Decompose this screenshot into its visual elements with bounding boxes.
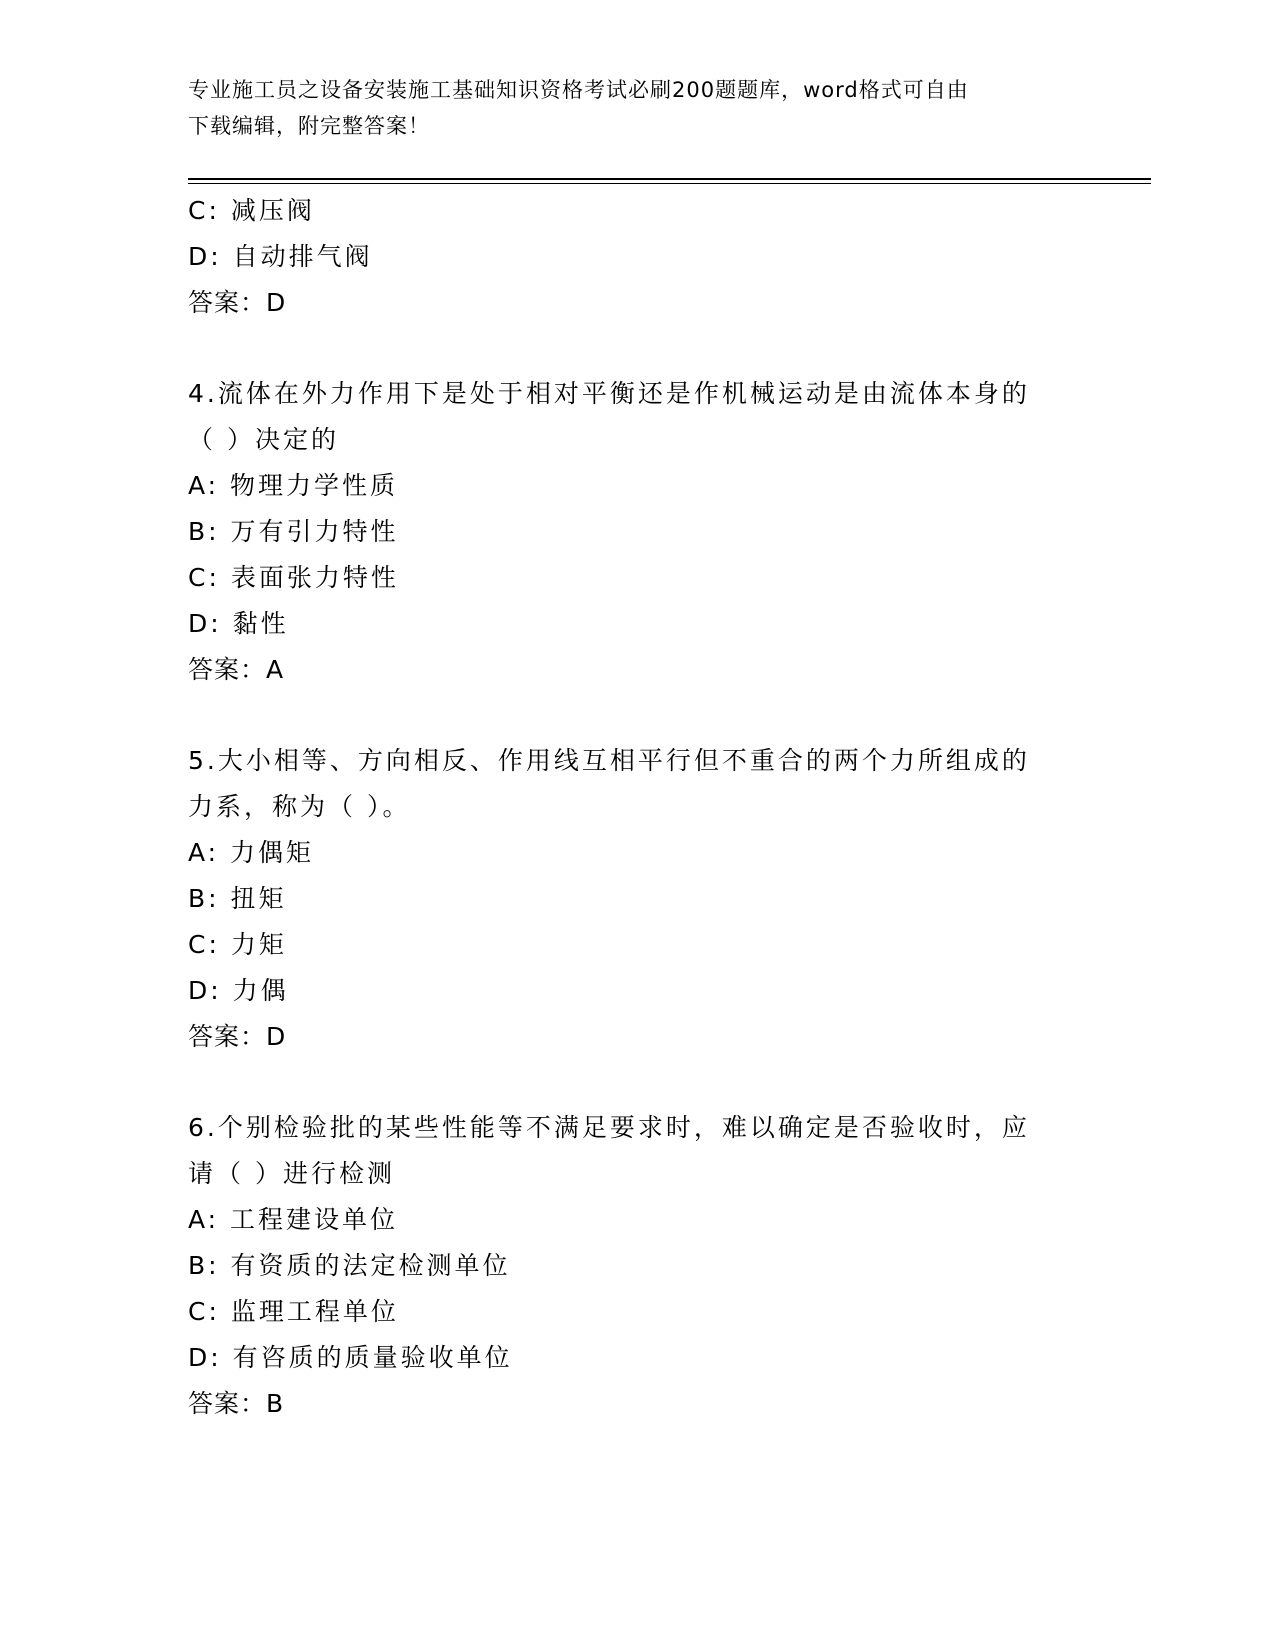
option-c: C: 表面张力特性: [188, 563, 399, 592]
header-title-line-1: 专业施工员之设备安装施工基础知识资格考试必刷200题题库，word格式可自由: [188, 78, 969, 102]
answer-line: 答案：D: [188, 1022, 287, 1051]
option-c: C: 力矩: [188, 930, 287, 959]
option-b: B: 有资质的法定检测单位: [188, 1251, 511, 1280]
option-c: C: 监理工程单位: [188, 1297, 399, 1326]
question-stem-line-1: 4.流体在外力作用下是处于相对平衡还是作机械运动是由流体本身的: [188, 379, 1030, 408]
option-d: D: 黏性: [188, 609, 289, 638]
option-a: A: 物理力学性质: [188, 471, 399, 500]
question-stem-line-1: 6.个别检验批的某些性能等不满足要求时，难以确定是否验收时，应: [188, 1113, 1030, 1142]
answer-line: 答案：A: [188, 655, 285, 684]
option-c: C: 减压阀: [188, 196, 315, 225]
question-stem-line-2: 请（ ）进行检测: [188, 1159, 395, 1188]
header-rule-thick: [188, 178, 1151, 180]
question-5: [188, 738, 1088, 1060]
option-a: A: 力偶矩: [188, 838, 315, 867]
option-d: D: 有咨质的质量验收单位: [188, 1343, 513, 1372]
spacer: [188, 1060, 1088, 1105]
option-d: D: 力偶: [188, 976, 289, 1005]
question-4: [188, 371, 1088, 693]
question-stem-line-2: 力系，称为（ ）。: [188, 792, 411, 821]
header-rule-thin: [188, 183, 1151, 184]
question-fragment: [188, 188, 1088, 326]
spacer: [188, 326, 1088, 371]
page-header: [188, 72, 1088, 144]
answer-line: 答案：D: [188, 288, 287, 317]
answer-line: 答案：B: [188, 1389, 285, 1418]
header-title-line-2: 下载编辑，附完整答案！: [188, 114, 430, 138]
option-b: B: 扭矩: [188, 884, 287, 913]
option-b: B: 万有引力特性: [188, 517, 399, 546]
question-list: [188, 188, 1088, 1427]
option-d: D: 自动排气阀: [188, 242, 373, 271]
question-stem-line-2: （ ）决定的: [188, 425, 339, 454]
option-a: A: 工程建设单位: [188, 1205, 399, 1234]
question-6: [188, 1105, 1088, 1427]
spacer: [188, 693, 1088, 738]
question-stem-line-1: 5.大小相等、方向相反、作用线互相平行但不重合的两个力所组成的: [188, 746, 1030, 775]
